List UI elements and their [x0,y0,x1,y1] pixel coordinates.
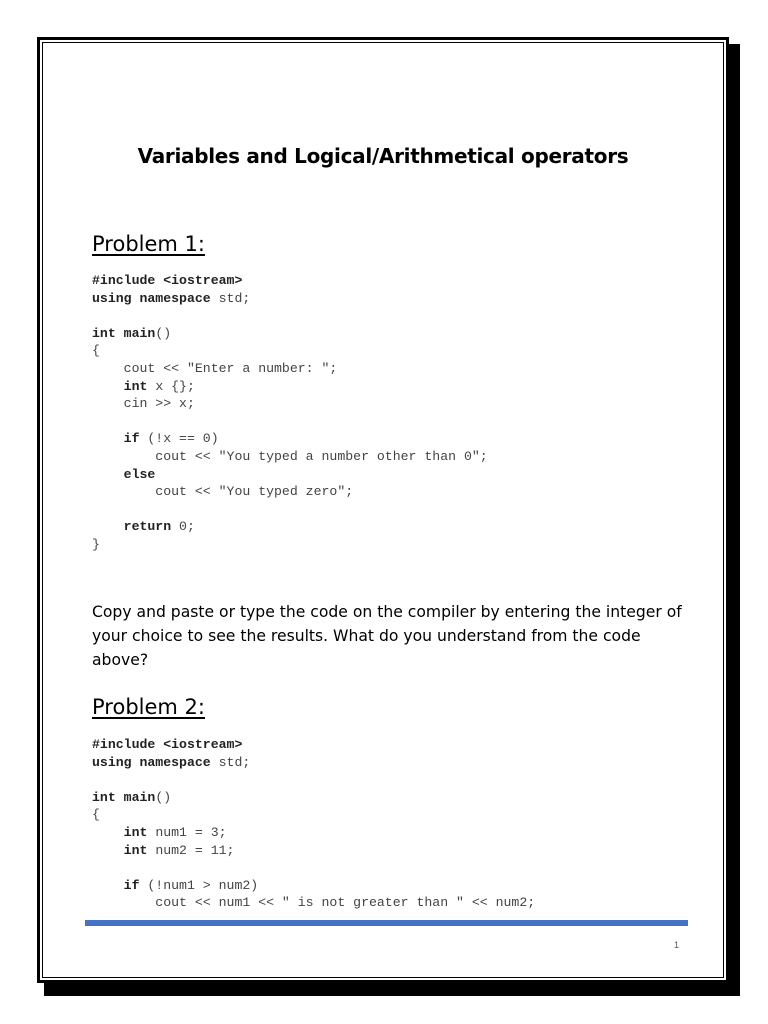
code-text: cout << "Enter a number: "; [92,360,338,376]
code-line [92,842,535,860]
code-line [92,483,488,501]
code-keyword: int [123,378,148,394]
code-keyword: if [123,431,140,447]
problem-1-code-block [92,272,488,554]
code-text: (!x == 0) [139,431,219,447]
code-keyword: else [123,466,156,482]
code-line [92,771,535,789]
code-text [92,843,124,858]
code-line [92,894,535,912]
code-text: { [92,343,100,359]
document-page [37,37,729,983]
code-line [92,448,488,466]
code-line [92,378,488,396]
code-text [92,467,124,482]
code-keyword: int main [92,325,156,341]
document-title: Variables and Logical/Arithmetical operators [137,144,629,168]
code-text: num2 = 11; [147,842,235,858]
code-keyword: #include <iostream> [92,273,243,288]
code-text: x {}; [147,378,195,394]
code-line [92,824,535,842]
problem-2-heading: Problem 2: [92,695,205,719]
code-text: cin >> x; [92,396,195,412]
code-line [92,518,488,536]
code-text: num1 = 3; [147,824,227,840]
code-line [92,395,488,413]
code-keyword: int [123,842,148,858]
code-line [92,466,488,484]
code-text: 0; [171,519,195,535]
code-line [92,430,488,448]
code-text: cout << "You typed zero"; [92,484,354,500]
code-text: std; [210,754,251,770]
problem-1-heading: Problem 1: [92,232,205,256]
code-text [92,431,124,446]
code-text: () [155,325,172,341]
code-text: (!num1 > num2) [139,877,259,893]
code-keyword: return [123,519,172,535]
code-keyword: if [123,877,140,893]
code-keyword: #include <iostream> [92,737,243,752]
code-line [92,877,535,895]
code-text: } [92,536,100,552]
code-line [92,806,535,824]
code-keyword: using namespace [92,754,211,770]
code-line [92,307,488,325]
code-text: { [92,807,100,823]
code-line [92,342,488,360]
code-line [92,789,535,807]
code-line [92,413,488,431]
code-text [92,878,124,893]
code-keyword: int [123,824,148,840]
code-text: cout << num1 << " is not greater than " << num2; [92,895,536,911]
problem-2-code-block [92,736,535,912]
code-text: () [155,789,172,805]
code-text [92,519,124,534]
code-line [92,360,488,378]
page-number: 1 [674,940,680,950]
code-line [92,754,535,772]
code-text [92,379,124,394]
code-text [92,825,124,840]
code-line [92,859,535,877]
code-line [92,325,488,343]
code-keyword: int main [92,789,156,805]
code-line [92,501,488,519]
code-text: std; [210,290,251,306]
code-keyword: using namespace [92,290,211,306]
code-line [92,736,535,754]
code-line [92,536,488,554]
footer-divider-bar [85,920,688,926]
code-line [92,290,488,308]
instruction-paragraph: Copy and paste or type the code on the compiler by entering the integer of your choice to see the results. What do you understand from the code above? [92,603,682,669]
code-text: cout << "You typed a number other than 0"; [92,448,488,464]
code-line [92,272,488,290]
